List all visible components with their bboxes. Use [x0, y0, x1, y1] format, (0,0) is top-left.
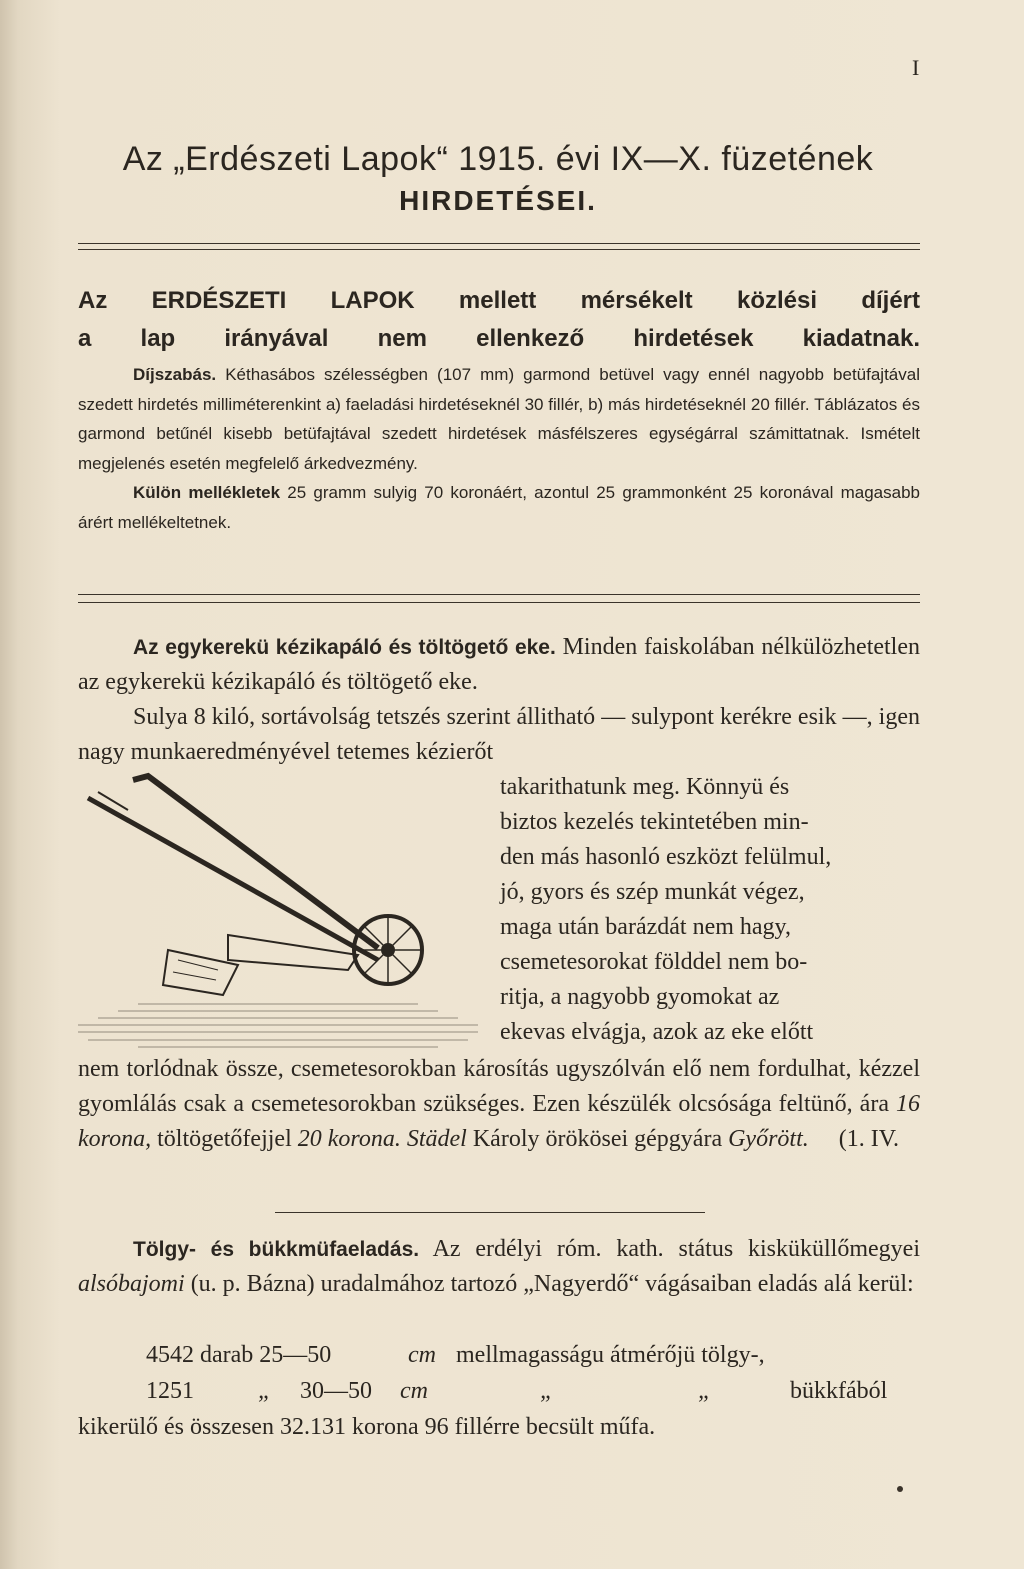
supplement-label: Külön mellékletek: [133, 483, 281, 502]
wood-row-1: [78, 1342, 920, 1377]
lead-line-2: a lap irányával nem ellenkező hirdetések kiadatnak.: [78, 325, 920, 352]
rates-label: Díjszabás.: [133, 365, 217, 384]
row2-range: 30—50: [300, 1378, 372, 1404]
wood-ad-rest: (u. p. Bázna) uradalmához tartozó „Nagyerdő“ vágásaiban eladás alá kerül:: [184, 1271, 914, 1297]
row2-unit: cm: [400, 1378, 428, 1404]
row2-count: 1251: [146, 1378, 194, 1404]
plow-ad-tail-text: nem torlódnak össze, csemetesorokban károsítás ugyszólván elő nem fordulhat, kézzel gyomlálás csak a csemetesorokban szükséges. Ezen készülék olcsósága feltünő, ára: [78, 1056, 920, 1117]
plow-ad-price-2: 20 korona.: [297, 1126, 401, 1152]
row1-unit: cm: [408, 1342, 436, 1368]
rule-rates-top: [78, 594, 920, 595]
lead-line-1: Az ERDÉSZETI LAPOK mellett mérsékelt közlési díjért: [78, 287, 920, 314]
page-number: I: [912, 55, 920, 80]
wrap-line-2: biztos kezelés tekintetében min-: [500, 809, 809, 835]
page-title: Az „Erdészeti Lapok“ 1915. évi IX—X. füzetének: [122, 140, 874, 178]
row2-ditto-3: „: [698, 1378, 712, 1404]
wood-ad-intro: Az erdélyi róm. kath. státus kisküküllőmegyei: [419, 1236, 920, 1262]
wrap-line-6: csemetesorokat földdel nem bo-: [500, 949, 808, 975]
plow-ad-ref: (1. IV.: [838, 1126, 899, 1152]
wood-ad-title: Tölgy- és bükkmüfaeladás.: [133, 1238, 420, 1261]
double-rule-top: [78, 243, 920, 244]
plow-ad-intro: Minden faiskolában nélkülözhetetlen az egykerekü kézikapáló és töltögető eke.: [78, 634, 921, 695]
plow-ad-maker-rest: Károly örökösei gépgyára: [466, 1126, 723, 1152]
page-header: [78, 140, 918, 217]
wood-ad: [78, 1232, 920, 1302]
wood-row-2: [78, 1378, 920, 1413]
wood-ad-place: alsóbajomi: [78, 1271, 185, 1297]
plow-ad-title: Az egykerekü kézikapáló és töltögető eke.: [133, 636, 556, 659]
wrap-line-7: ritja, a nagyobb gyomokat az: [500, 984, 780, 1010]
wood-closing-text: kikerülő és összesen 32.131 korona 96 fillérre becsült műfa.: [78, 1414, 656, 1440]
rule-rates-bottom: [78, 602, 920, 603]
plow-ad-price-1: 16 korona,: [78, 1091, 921, 1152]
wrap-line-4: jó, gyors és szép munkát végez,: [500, 879, 805, 905]
wrap-line-1: takarithatunk meg. Könnyü és: [500, 774, 790, 800]
double-rule-bottom: [78, 249, 920, 250]
plow-ad-wrap: [500, 770, 920, 1050]
section-heading: HIRDETÉSEI.: [399, 185, 597, 216]
row1-desc: mellmagasságu átmérőjü tölgy-,: [456, 1342, 765, 1368]
plow-ad-city: Győrött.: [728, 1126, 809, 1152]
plow-ad-maker: Städel: [406, 1126, 467, 1152]
plow-ad-tail: [78, 1052, 920, 1157]
plow-ad-mid: töltögetőfejjel: [151, 1126, 292, 1152]
row2-ditto: „: [258, 1378, 272, 1404]
row1-count: 4542 darab 25—50: [146, 1342, 332, 1368]
wrap-line-8: ekevas elvágja, azok az eke előtt: [500, 1019, 814, 1045]
lead-notice: [78, 282, 920, 358]
rates-text: Kéthasábos szélességben (107 mm) garmond betüvel vagy ennél nagyobb betüfajtával szedett hirdetés milliméterenkint a) faeladási hirdetéseknél 30 fillér, b) más hirdetéseknél 20 fillér. Táblázatos és garmond betűnél kisebb betüfajtával szedett hirdetések másfélszeres egységárral számittatnak. Ismételt megjelenés esetén megfelelő árkedvezmény.: [78, 365, 920, 473]
supplement-text: 25 gramm sulyig 70 koronáért, azontul 25 grammonként 25 koronával magasabb árért mellékeltetnek.: [78, 483, 920, 532]
plow-ad-top: [78, 630, 920, 770]
wrap-line-3: den más hasonló eszközt felülmul,: [500, 844, 832, 870]
separator-rule: [275, 1212, 705, 1213]
wrap-line-5: maga után barázdát nem hagy,: [500, 914, 791, 940]
row2-desc: bükkfából: [790, 1378, 888, 1404]
wood-ad-closing: [78, 1410, 920, 1445]
row2-ditto-2: „: [540, 1378, 554, 1404]
plow-ad-para2: Sulya 8 kiló, sortávolság tetszés szerint állitható — sulypont kerékre esik —, igen nagy munkaeredményével tetemes kézierőt: [78, 704, 920, 765]
ink-dot: [897, 1486, 903, 1492]
rates-section: [78, 360, 920, 537]
plow-illustration: [78, 770, 498, 1055]
